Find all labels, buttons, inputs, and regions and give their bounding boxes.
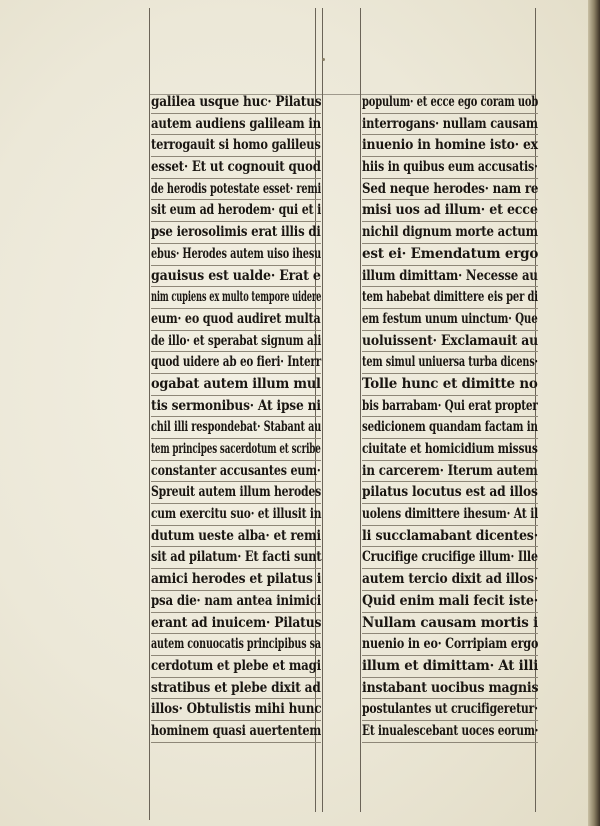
text-line: illum dimittam· Necesse au (362, 266, 538, 288)
text-line: tis sermonibus· At ipse ni (151, 396, 321, 418)
text-line: gauisus est ualde· Erat e (151, 266, 321, 288)
text-line: chil illi respondebat· Stabant au (151, 417, 321, 439)
text-line: autem conuocatis principibus sa (151, 634, 321, 656)
text-line: postulantes ut crucifigeretur· (362, 699, 538, 721)
text-line: sit eum ad herodem· qui et i (151, 200, 321, 222)
text-line: amici herodes et pilatus i (151, 569, 321, 591)
text-line: pilatus locutus est ad illos (362, 482, 538, 504)
text-line: instabant uocibus magnis (362, 678, 538, 700)
text-line: misi uos ad illum· et ecce (362, 200, 538, 222)
text-line: ebus· Herodes autem uiso ihesu (151, 244, 321, 266)
text-line: ciuitate et homicidium missus (362, 439, 538, 461)
text-line: Et inualescebant uoces eorum· (362, 721, 538, 743)
text-line: de illo· et sperabat signum ali (151, 331, 321, 353)
text-line: stratibus et plebe dixit ad (151, 678, 321, 700)
text-line: tem principes sacerdotum et scribe (151, 439, 321, 461)
text-line: Tolle hunc et dimitte no (362, 374, 538, 396)
ink-speck (322, 58, 325, 61)
text-line: inuenio in homine isto· ex (362, 135, 538, 157)
text-line: pse ierosolimis erat illis di (151, 222, 321, 244)
ruling-line-vertical (149, 8, 150, 820)
text-line: esset· Et ut cognouit quod (151, 157, 321, 179)
text-line: autem audiens galileam in (151, 114, 321, 136)
text-line: nichil dignum morte actum (362, 222, 538, 244)
text-line: populum· et ecce ego coram uob (362, 92, 538, 114)
page-edge (588, 0, 600, 826)
text-line: uoluissent· Exclamauit au (362, 331, 538, 353)
text-line: sedicionem quandam factam in (362, 417, 538, 439)
text-line: li succlamabant dicentes· (362, 526, 538, 548)
text-line: est ei· Emendatum ergo (362, 244, 538, 266)
text-line: interrogans· nullam causam (362, 114, 538, 136)
text-line: cum exercitu suo· et illusit in (151, 504, 321, 526)
text-line: nim cupiens ex multo tempore uidere (151, 287, 321, 309)
text-line: quod uidere ab eo fieri· Interr (151, 352, 321, 374)
text-line: de herodis potestate esset· remi (151, 179, 321, 201)
text-line: Quid enim mali fecit iste· (362, 591, 538, 613)
text-line: Sed neque herodes· nam re (362, 179, 538, 201)
text-line: cerdotum et plebe et magi (151, 656, 321, 678)
text-line: hominem quasi auertentem (151, 721, 321, 743)
text-line: uolens dimittere ihesum· At il (362, 504, 538, 526)
text-line: dutum ueste alba· et remi (151, 526, 321, 548)
text-line: illos· Obtulistis mihi hunc (151, 699, 321, 721)
text-line: tem simul uniuersa turba dicens· (362, 352, 538, 374)
text-line: illum et dimittam· At illi (362, 656, 538, 678)
text-line: em festum unum uinctum· Que (362, 309, 538, 331)
text-line: Nullam causam mortis i (362, 613, 538, 635)
text-line: terrogauit si homo galileus (151, 135, 321, 157)
text-line: hiis in quibus eum accusatis· (362, 157, 538, 179)
text-line: galilea usque huc· Pilatus (151, 92, 321, 114)
text-line: ogabat autem illum mul (151, 374, 321, 396)
text-line: eum· eo quod audiret multa (151, 309, 321, 331)
text-line: sit ad pilatum· Et facti sunt (151, 547, 321, 569)
text-column-right (362, 92, 600, 743)
text-line: constanter accusantes eum· (151, 461, 321, 483)
text-line: bis barrabam· Qui erat propter (362, 396, 538, 418)
text-line: Spreuit autem illum herodes (151, 482, 321, 504)
text-line: erant ad inuicem· Pilatus (151, 613, 321, 635)
text-line: autem tercio dixit ad illos· (362, 569, 538, 591)
text-line: psa die· nam antea inimici (151, 591, 321, 613)
text-line: nuenio in eo· Corripiam ergo (362, 634, 538, 656)
text-line: Crucifige crucifige illum· Ille (362, 547, 538, 569)
text-line: in carcerem· Iterum autem (362, 461, 538, 483)
text-line: tem habebat dimittere eis per di (362, 287, 538, 309)
